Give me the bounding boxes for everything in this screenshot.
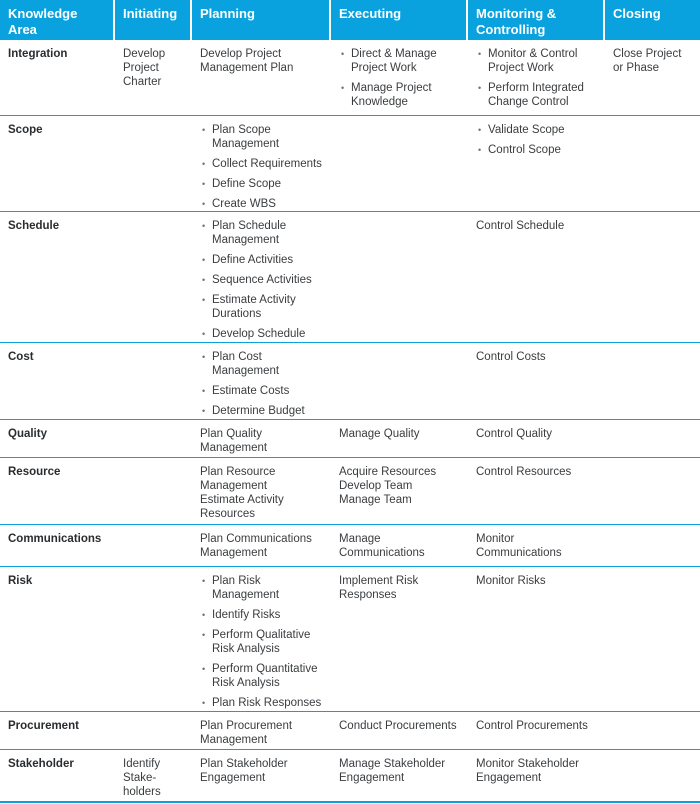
executing-cell: Implement Risk Responses: [339, 575, 419, 601]
executing-cell: Conduct Procurements: [339, 720, 457, 732]
planning-cell: Plan Quality Management: [200, 428, 268, 454]
executing-cell: [331, 458, 468, 524]
monitoring-cell: Control Procurements: [476, 720, 588, 732]
executing-cell: Manage Stakeholder Engagement: [339, 758, 446, 784]
planning-cell: [192, 343, 331, 419]
list-item: • Identify Risks: [200, 608, 325, 622]
closing-cell: [605, 567, 700, 711]
table-row: [0, 420, 700, 458]
header-closing: Closing: [605, 0, 700, 40]
list-item: • Create WBS: [200, 197, 325, 211]
planning-cell: Plan Communications Management: [200, 533, 312, 559]
monitoring-cell: Control Costs: [476, 351, 546, 363]
list-item: • Develop Schedule: [200, 327, 325, 341]
list-item: • Plan Risk Responses: [200, 696, 325, 710]
header-monitoring-controlling: Monitoring & Controlling: [468, 0, 605, 40]
closing-cell: [605, 525, 700, 566]
planning-cell: [192, 567, 331, 711]
planning-cell: [192, 212, 331, 342]
monitoring-cell: [468, 40, 605, 115]
list-item: • Plan Risk Management: [200, 574, 325, 602]
table-row: [0, 525, 700, 567]
knowledge-area-label: Procurement: [8, 720, 79, 732]
closing-cell: [605, 212, 700, 342]
initiating-cell: Identify Stake-holders: [123, 758, 161, 798]
closing-cell: [605, 420, 700, 457]
initiating-cell: [115, 343, 192, 419]
monitoring-cell: Monitor Communications: [476, 533, 562, 559]
monitoring-cell: [468, 116, 605, 211]
table-row: [0, 212, 700, 343]
knowledge-area-label: Scope: [8, 124, 43, 136]
closing-cell: Close Project or Phase: [613, 48, 682, 74]
list-item: Estimate Activity Resources: [200, 494, 284, 520]
closing-cell: [605, 343, 700, 419]
header-initiating: Initiating: [115, 0, 192, 40]
list-item: • Define Scope: [200, 177, 325, 191]
knowledge-area-label: Integration: [8, 48, 68, 60]
knowledge-area-label: Cost: [8, 351, 34, 363]
closing-cell: [605, 116, 700, 211]
monitoring-cell: Control Resources: [476, 466, 572, 478]
executing-cell: [331, 116, 468, 211]
table-row: [0, 458, 700, 525]
table-row: [0, 712, 700, 750]
header-knowledge-area: Knowledge Area: [0, 0, 115, 40]
table-row: [0, 40, 700, 116]
table-row: [0, 116, 700, 212]
monitoring-cell: Control Schedule: [476, 220, 565, 232]
table-header: [0, 0, 700, 40]
list-item: • Control Scope: [476, 143, 599, 157]
planning-cell: [192, 458, 331, 524]
planning-cell: [192, 116, 331, 211]
executing-cell: [331, 212, 468, 342]
list-item: • Plan Cost Management: [200, 350, 325, 378]
list-item: Manage Team: [339, 494, 412, 506]
monitoring-cell: Control Quality: [476, 428, 553, 440]
closing-cell: [605, 458, 700, 524]
knowledge-area-label: Quality: [8, 428, 47, 440]
table-row: [0, 343, 700, 420]
initiating-cell: [115, 525, 192, 566]
executing-cell: [331, 40, 468, 115]
executing-cell: Manage Communications: [339, 533, 425, 559]
knowledge-area-label: Stakeholder: [8, 758, 74, 770]
initiating-cell: Develop Project Charter: [123, 48, 166, 88]
list-item: • Collect Requirements: [200, 157, 325, 171]
list-item: • Estimate Costs: [200, 384, 325, 398]
list-item: Acquire Resources: [339, 466, 437, 478]
initiating-cell: [115, 458, 192, 524]
executing-cell: Manage Quality: [339, 428, 420, 440]
list-item: • Define Activities: [200, 253, 325, 267]
monitoring-cell: Monitor Stakeholder Engagement: [476, 758, 579, 784]
list-item: • Monitor & Control Project Work: [476, 47, 599, 75]
knowledge-area-label: Resource: [8, 466, 61, 478]
initiating-cell: [115, 567, 192, 711]
list-item: • Perform Qualitative Risk Analysis: [200, 628, 325, 656]
header-executing: Executing: [331, 0, 468, 40]
list-item: • Plan Schedule Management: [200, 219, 325, 247]
list-item: Plan Resource Management: [200, 466, 276, 492]
initiating-cell: [115, 420, 192, 457]
list-item: • Direct & Manage Project Work: [339, 47, 462, 75]
initiating-cell: [115, 212, 192, 342]
list-item: • Perform Quantitative Risk Analysis: [200, 662, 325, 690]
list-item: • Validate Scope: [476, 123, 599, 137]
initiating-cell: [115, 116, 192, 211]
planning-cell: Plan Stakeholder Engagement: [200, 758, 288, 784]
list-item: • Estimate Activity Durations: [200, 293, 325, 321]
knowledge-area-label: Schedule: [8, 220, 60, 232]
closing-cell: [605, 750, 700, 801]
list-item: Develop Team: [339, 480, 413, 492]
closing-cell: [605, 712, 700, 749]
list-item: • Manage Project Knowledge: [339, 81, 462, 109]
header-planning: Planning: [192, 0, 331, 40]
table-row: [0, 750, 700, 803]
list-item: • Plan Scope Management: [200, 123, 325, 151]
table-row: [0, 567, 700, 712]
knowledge-area-label: Communications: [8, 533, 102, 545]
initiating-cell: [115, 712, 192, 749]
list-item: • Determine Budget: [200, 404, 325, 418]
planning-cell: Develop Project Management Plan: [200, 48, 294, 74]
planning-cell: Plan Procurement Management: [200, 720, 293, 746]
monitoring-cell: Monitor Risks: [476, 575, 546, 587]
list-item: • Perform Integrated Change Control: [476, 81, 599, 109]
knowledge-area-label: Risk: [8, 575, 33, 587]
executing-cell: [331, 343, 468, 419]
list-item: • Sequence Activities: [200, 273, 325, 287]
